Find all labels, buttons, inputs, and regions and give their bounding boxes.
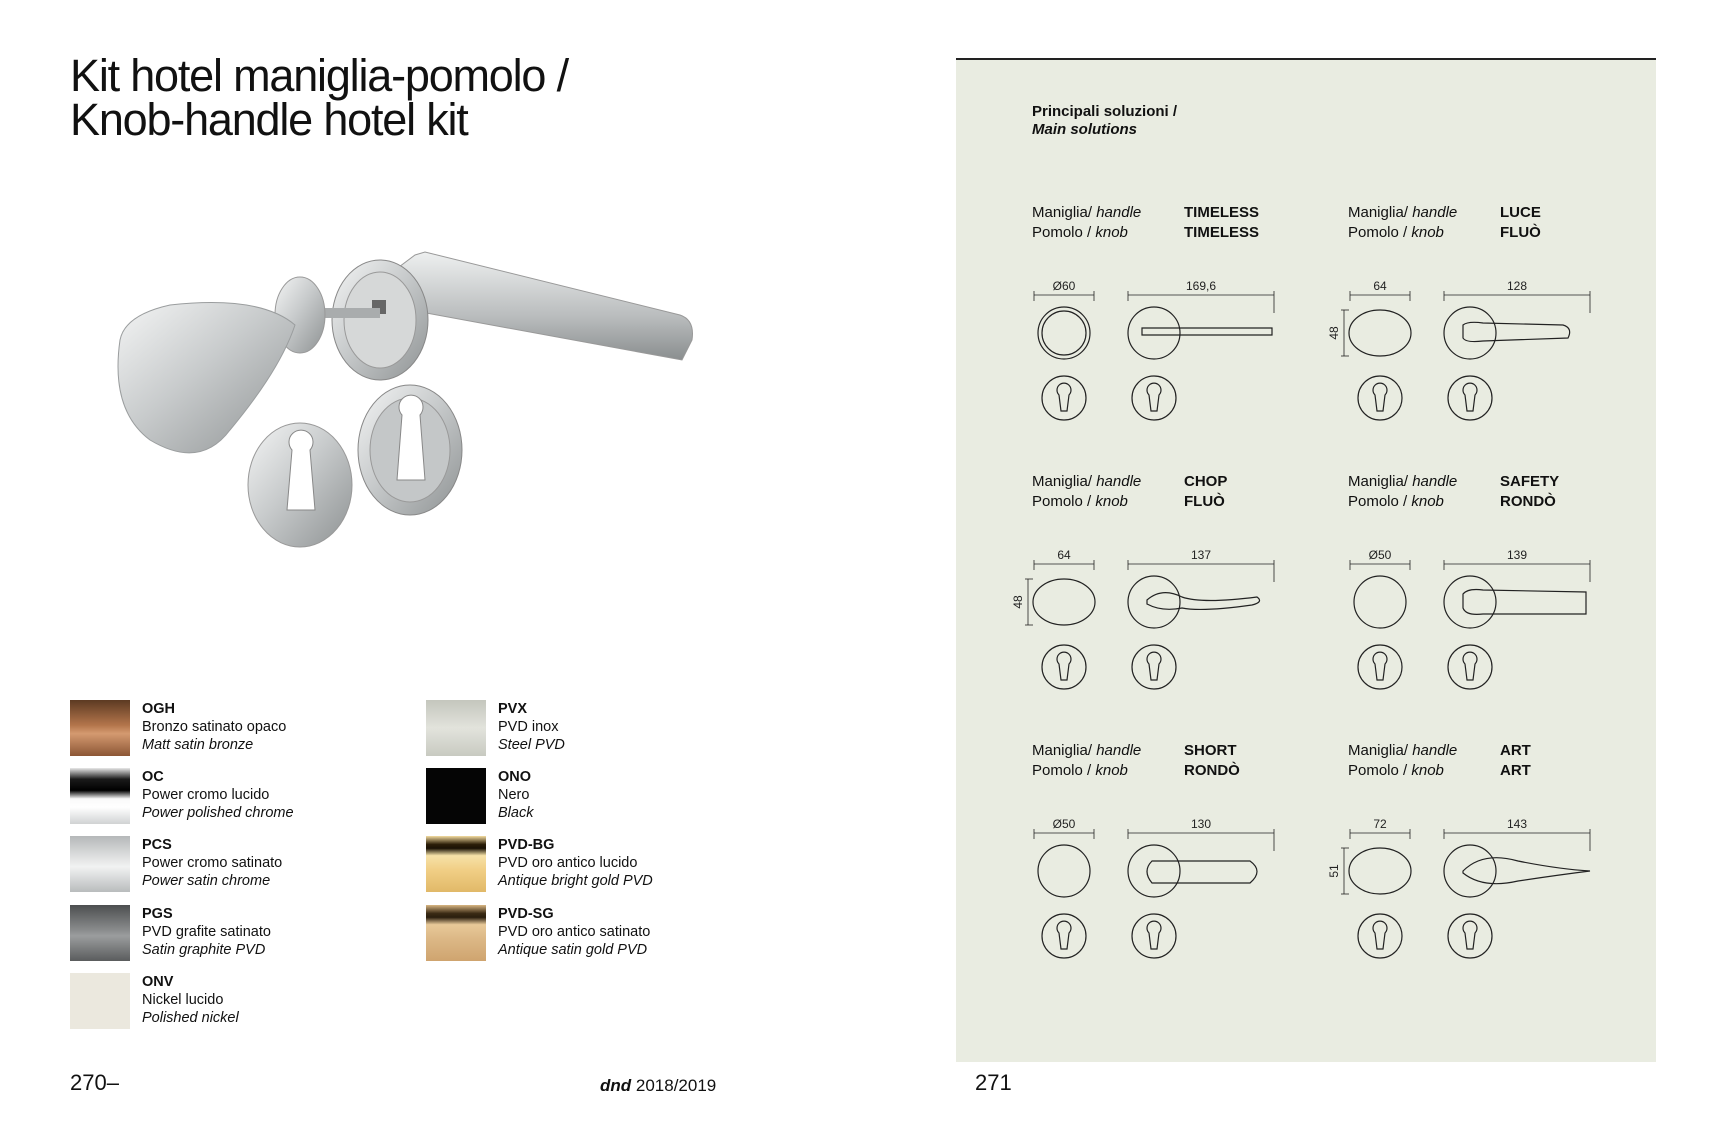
finish-name-en: Black [498, 805, 534, 821]
finish-swatch [426, 700, 486, 756]
finish-code: PVD-SG [498, 906, 554, 922]
title-line-english: Knob-handle hotel kit [70, 94, 468, 145]
model-labels [1348, 741, 1457, 781]
handle-dimension: 128 [1506, 279, 1528, 293]
label-handle: Maniglia/ handle [1348, 473, 1458, 490]
heading-english: Main solutions [1032, 121, 1137, 138]
height-dimension: 51 [1327, 864, 1341, 878]
label-knob: Pomolo / knob [1348, 224, 1444, 241]
finish-name-it: Nickel lucido [142, 992, 224, 1008]
finish-name-en: Steel PVD [498, 737, 565, 753]
finish-swatch [426, 905, 486, 961]
technical-drawing [1002, 811, 1302, 971]
finish-name-en: Matt satin bronze [142, 737, 254, 753]
knob-dimension: 64 [1373, 279, 1387, 293]
cylinder-hole [1373, 921, 1387, 949]
technical-drawing [1002, 273, 1302, 433]
finish-name-en: Antique bright gold PVD [498, 873, 653, 889]
heading-italian: Principali soluzioni / [1032, 103, 1178, 120]
technical-drawing [1318, 811, 1618, 971]
cylinder-hole [1057, 383, 1071, 411]
label-knob: Pomolo / knob [1032, 493, 1128, 510]
finish-code: OC [142, 769, 164, 785]
height-dimension: 48 [1011, 595, 1025, 609]
model-names [1500, 472, 1559, 512]
handle-rose [1128, 845, 1180, 897]
finish-item [70, 905, 400, 965]
page-number-left: 270– [70, 1070, 119, 1095]
model-names [1500, 203, 1541, 243]
technical-drawing [1318, 542, 1618, 702]
knob-outline [1349, 848, 1411, 894]
finish-swatch [70, 700, 130, 756]
solutions-heading [1032, 103, 1177, 139]
handle-rose [1444, 576, 1496, 628]
cylinder-hole [1373, 652, 1387, 680]
knob-dimension: Ø50 [1368, 548, 1392, 562]
catalog-year: 2018/2019 [635, 1076, 717, 1095]
handle-model-name: LUCE [1500, 204, 1541, 221]
title-line-italian: Kit hotel maniglia-pomolo / [70, 50, 568, 101]
finish-name-it: Nero [498, 787, 530, 803]
handle-rose [1444, 307, 1496, 359]
knob-dimension: 72 [1373, 817, 1387, 831]
finish-code: PVD-BG [498, 837, 555, 853]
cylinder-hole [1463, 652, 1477, 680]
knob-outline [1349, 310, 1411, 356]
handle-lever [1463, 590, 1586, 615]
knob-model-name: TIMELESS [1184, 224, 1260, 241]
model-labels [1348, 203, 1457, 243]
cylinder-hole [1147, 921, 1161, 949]
handle-lever [1147, 593, 1260, 610]
finish-name-it: Bronzo satinato opaco [142, 719, 287, 735]
cylinder-hole [1373, 383, 1387, 411]
handle-dimension: 139 [1506, 548, 1528, 562]
brand-logo-text: dnd [600, 1076, 632, 1095]
finish-swatch [70, 836, 130, 892]
height-dimension: 48 [1327, 326, 1341, 340]
handle-model-name: ART [1500, 742, 1531, 759]
finish-code: PCS [142, 837, 172, 853]
knob-model-name: ART [1500, 762, 1531, 779]
finish-item [70, 700, 400, 760]
label-handle: Maniglia/ handle [1348, 204, 1458, 221]
handle-model-name: TIMELESS [1184, 204, 1260, 221]
handle-model-name: SAFETY [1500, 473, 1560, 490]
page-title [70, 50, 568, 145]
handle-lever [1463, 322, 1570, 341]
knob-outline [1038, 307, 1090, 359]
panel-top-rule [956, 58, 1656, 60]
brand-footer [600, 1076, 716, 1096]
knob-outline [1033, 579, 1095, 625]
knob-inner-ring [1042, 311, 1086, 355]
cylinder-hole [1057, 652, 1071, 680]
technical-drawing [1318, 273, 1618, 433]
label-handle: Maniglia/ handle [1032, 473, 1142, 490]
label-knob: Pomolo / knob [1032, 762, 1128, 779]
knob-model-name: FLUÒ [1500, 224, 1541, 241]
handle-model-name: CHOP [1184, 473, 1228, 490]
finish-item [426, 905, 756, 965]
finish-name-en: Antique satin gold PVD [498, 942, 648, 958]
cylinder-hole [1147, 652, 1161, 680]
knob-model-name: FLUÒ [1184, 493, 1225, 510]
finish-code: OGH [142, 701, 176, 717]
model-labels [1348, 472, 1457, 512]
finish-item [70, 768, 400, 828]
finish-swatch [426, 836, 486, 892]
finish-name-it: Power cromo lucido [142, 787, 270, 803]
finish-name-en: Power satin chrome [142, 873, 271, 889]
finish-item [70, 836, 400, 896]
finish-name-it: PVD inox [498, 719, 559, 735]
handle-dimension: 169,6 [1185, 279, 1217, 293]
finish-name-en: Power polished chrome [142, 805, 294, 821]
finish-item [426, 700, 756, 760]
finish-code: PVX [498, 701, 528, 717]
handle-dimension: 137 [1190, 548, 1212, 562]
finish-item [426, 836, 756, 896]
handle-rose [1444, 845, 1496, 897]
knob-dimension: Ø50 [1052, 817, 1076, 831]
handle-lever [1463, 858, 1590, 884]
knob-dimension: 64 [1057, 548, 1071, 562]
label-knob: Pomolo / knob [1348, 493, 1444, 510]
model-labels [1032, 741, 1141, 781]
handle-rose [1128, 576, 1180, 628]
product-image-knob-handle-kit [110, 240, 710, 620]
finish-code: ONV [142, 974, 174, 990]
handle-lever [1142, 328, 1272, 335]
model-names [1500, 741, 1531, 781]
finish-swatch [70, 973, 130, 1029]
knob-model-name: RONDÒ [1500, 493, 1556, 510]
label-knob: Pomolo / knob [1032, 224, 1128, 241]
finish-name-it: PVD oro antico lucido [498, 855, 638, 871]
cylinder-hole [1463, 921, 1477, 949]
knob-dimension: Ø60 [1052, 279, 1076, 293]
cylinder-hole [1463, 383, 1477, 411]
finish-name-en: Polished nickel [142, 1010, 239, 1026]
technical-drawing [1002, 542, 1302, 702]
handle-dimension: 143 [1506, 817, 1528, 831]
knob-outline [1038, 845, 1090, 897]
finish-swatch [426, 768, 486, 824]
page-number-right: 271 [975, 1070, 1012, 1095]
model-labels [1032, 472, 1141, 512]
label-handle: Maniglia/ handle [1032, 204, 1142, 221]
handle-dimension: 130 [1190, 817, 1212, 831]
cylinder-hole [1147, 383, 1161, 411]
knob-model-name: RONDÒ [1184, 762, 1240, 779]
finish-name-it: PVD grafite satinato [142, 924, 271, 940]
handle-model-name: SHORT [1184, 742, 1237, 759]
label-knob: Pomolo / knob [1348, 762, 1444, 779]
finish-code: ONO [498, 769, 532, 785]
finish-code: PGS [142, 906, 173, 922]
handle-lever [1147, 861, 1257, 883]
knob-outline [1354, 576, 1406, 628]
model-labels [1032, 203, 1141, 243]
finish-item [70, 973, 400, 1033]
model-names [1184, 472, 1227, 512]
finish-swatch [70, 905, 130, 961]
finish-name-en: Satin graphite PVD [142, 942, 266, 958]
handle-rose [1128, 307, 1180, 359]
model-names [1184, 741, 1240, 781]
finish-name-it: Power cromo satinato [142, 855, 283, 871]
cylinder-hole [1057, 921, 1071, 949]
finish-name-it: PVD oro antico satinato [498, 924, 651, 940]
model-names [1184, 203, 1259, 243]
label-handle: Maniglia/ handle [1032, 742, 1142, 759]
label-handle: Maniglia/ handle [1348, 742, 1458, 759]
finish-item [426, 768, 756, 828]
finish-swatch [70, 768, 130, 824]
